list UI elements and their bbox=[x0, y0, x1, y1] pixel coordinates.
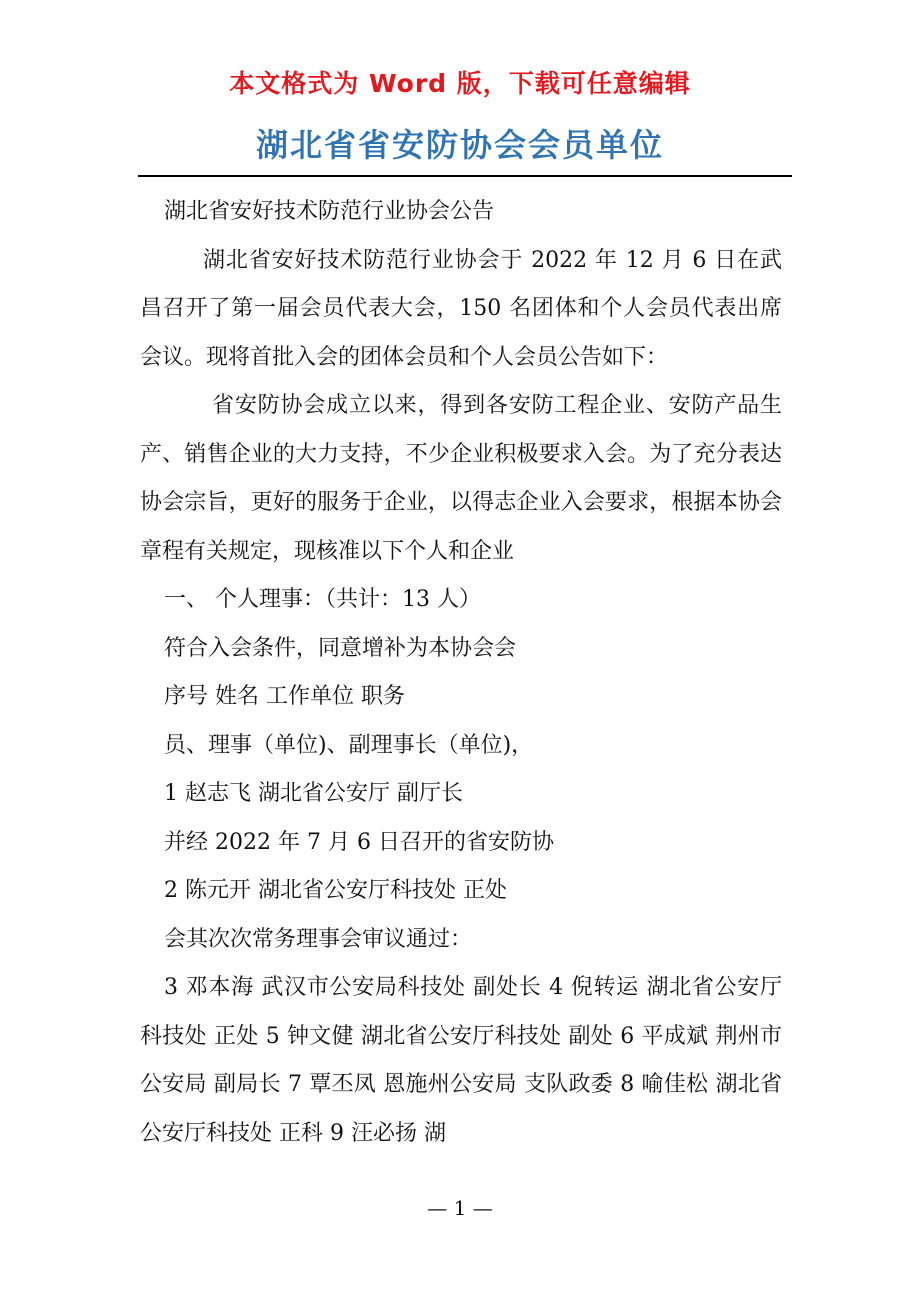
table-header-line: 序号 姓名 工作单位 职务 bbox=[164, 684, 405, 709]
body-line: 会其次次常务理事会审议通过： bbox=[164, 926, 473, 952]
member-list-paragraph: 3 邓本海 武汉市公安局科技处 副处长 4 倪转运 湖北省公安厅科技处 正处 5 钟文健 湖北省公安厅科技处 副处 6 平成斌 荆州市公安局 副局长 7 覃丕凤 恩施州公安局 支队政委 8 喻佳松 湖北省公安厅科技处 正科 9 汪必扬 湖 bbox=[140, 975, 782, 1146]
section-heading: 一、 个人理事：（共计：13 人） bbox=[164, 587, 481, 612]
announcement-heading: 湖北省安好技术防范行业协会公告 bbox=[164, 199, 495, 224]
member-entry: 1 赵志飞 湖北省公安厅 副厅长 bbox=[164, 781, 463, 806]
body-line: 员、理事（单位)、副理事长（单位)， bbox=[164, 732, 534, 758]
background-paragraph: 省安防协会成立以来，得到各安防工程企业、安防产品生产、销售企业的大力支持，不少企业积极要求入会。为了充分表达协会宗旨，更好的服务于企业，以得志企业入会要求，根据本协会章程有关规定，现核准以下个人和企业 bbox=[140, 393, 782, 564]
body-line: 并经 2022 年 7 月 6 日召开的省安防协 bbox=[164, 829, 554, 855]
document-title: 湖北省省安防协会会员单位 bbox=[255, 126, 664, 164]
title-divider bbox=[138, 175, 792, 177]
page-number: — 1 — bbox=[427, 1196, 493, 1220]
download-banner: 本文格式为 Word 版，下载可任意编辑 bbox=[229, 69, 691, 98]
body-line: 符合入会条件，同意增补为本协会会 bbox=[164, 635, 517, 661]
document-body bbox=[140, 188, 782, 1158]
member-entry: 2 陈元开 湖北省公安厅科技处 正处 bbox=[164, 878, 507, 903]
meeting-paragraph: 湖北省安好技术防范行业协会于 2022 年 12 月 6 日在武昌召开了第一届会员代表大会，150 名团体和个人会员代表出席会议。现将首批入会的团体会员和个人会员公告如下： bbox=[140, 247, 782, 370]
